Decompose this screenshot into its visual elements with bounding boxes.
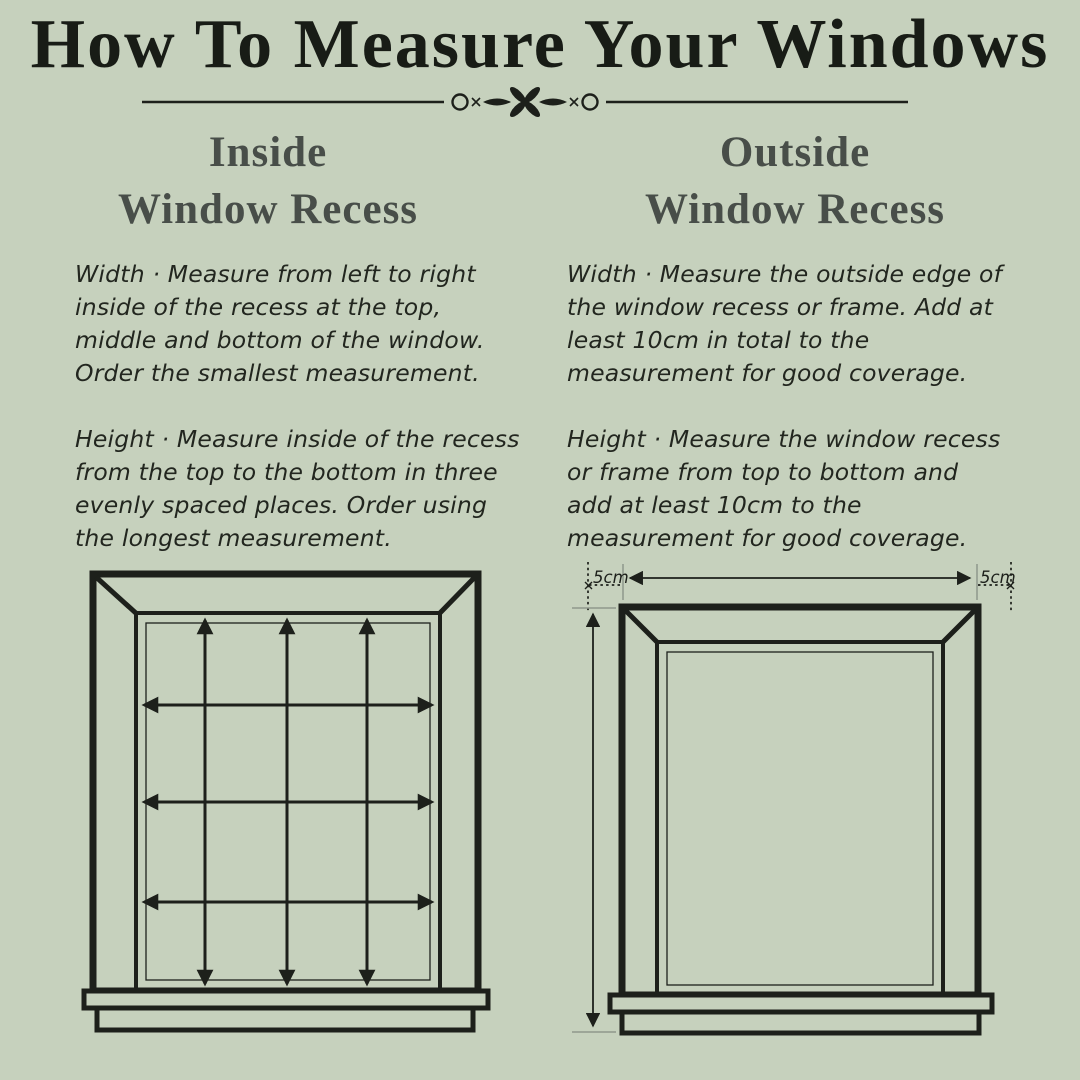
paragraph-inside-width [75,258,485,390]
paragraph-inside-height [75,423,520,555]
section-heading-outside [560,124,1030,238]
paragraph-outside-height [567,423,1000,555]
window-sill [610,995,992,1033]
text-line: inside of the recess at the top, [75,293,442,321]
text-line: or frame from top to bottom and [567,458,959,486]
text-line: the longest measurement. [75,524,392,552]
heading-line: Window Recess [644,186,946,233]
paragraph-outside-width [567,258,1002,390]
window-reveal-diagonal-right [941,610,975,644]
text-line: least 10cm in total to the [567,326,870,354]
margin-label-5cm-left: 5cm [593,568,629,587]
window-reveal-diagonal-left [96,577,138,615]
text-line: from the top to the bottom in three [75,458,498,486]
text-line: add at least 10cm to the [567,491,862,519]
window-outer-frame [622,607,978,995]
heading-line: Window Recess [117,186,419,233]
inside-window-diagram [60,560,510,1050]
window-sill [84,991,488,1030]
text-line: measurement for good coverage. [567,359,968,387]
left-height-dimension [572,608,616,1032]
outside-window-diagram [560,550,1030,1050]
section-heading-inside [60,124,476,238]
text-line: Width · Measure the outside edge of [567,260,1003,288]
heading-line: Inside [208,129,328,176]
heading-line: Outside [719,129,871,176]
window-reveal-diagonal-left [625,610,659,644]
page-title: How To Measure Your Windows [30,6,1050,83]
text-line: middle and bottom of the window. [75,326,485,354]
window-inner-frame [657,642,943,995]
text-line: the window recess or frame. Add at [567,293,994,321]
window-glass-line [667,652,933,985]
text-line: Width · Measure from left to right [75,260,476,288]
text-line: Height · Measure inside of the recess [75,425,520,453]
text-line: Height · Measure the window recess [567,425,1001,453]
title-divider [142,86,908,118]
text-line: evenly spaced places. Order using [75,491,488,519]
text-line: Order the smallest measurement. [75,359,480,387]
divider-ornament-icon [453,86,598,118]
text-line: measurement for good coverage. [567,524,968,552]
window-reveal-diagonal-right [438,577,475,615]
margin-label-5cm-right: 5cm [980,568,1016,587]
x-mark-icon [585,582,1014,589]
